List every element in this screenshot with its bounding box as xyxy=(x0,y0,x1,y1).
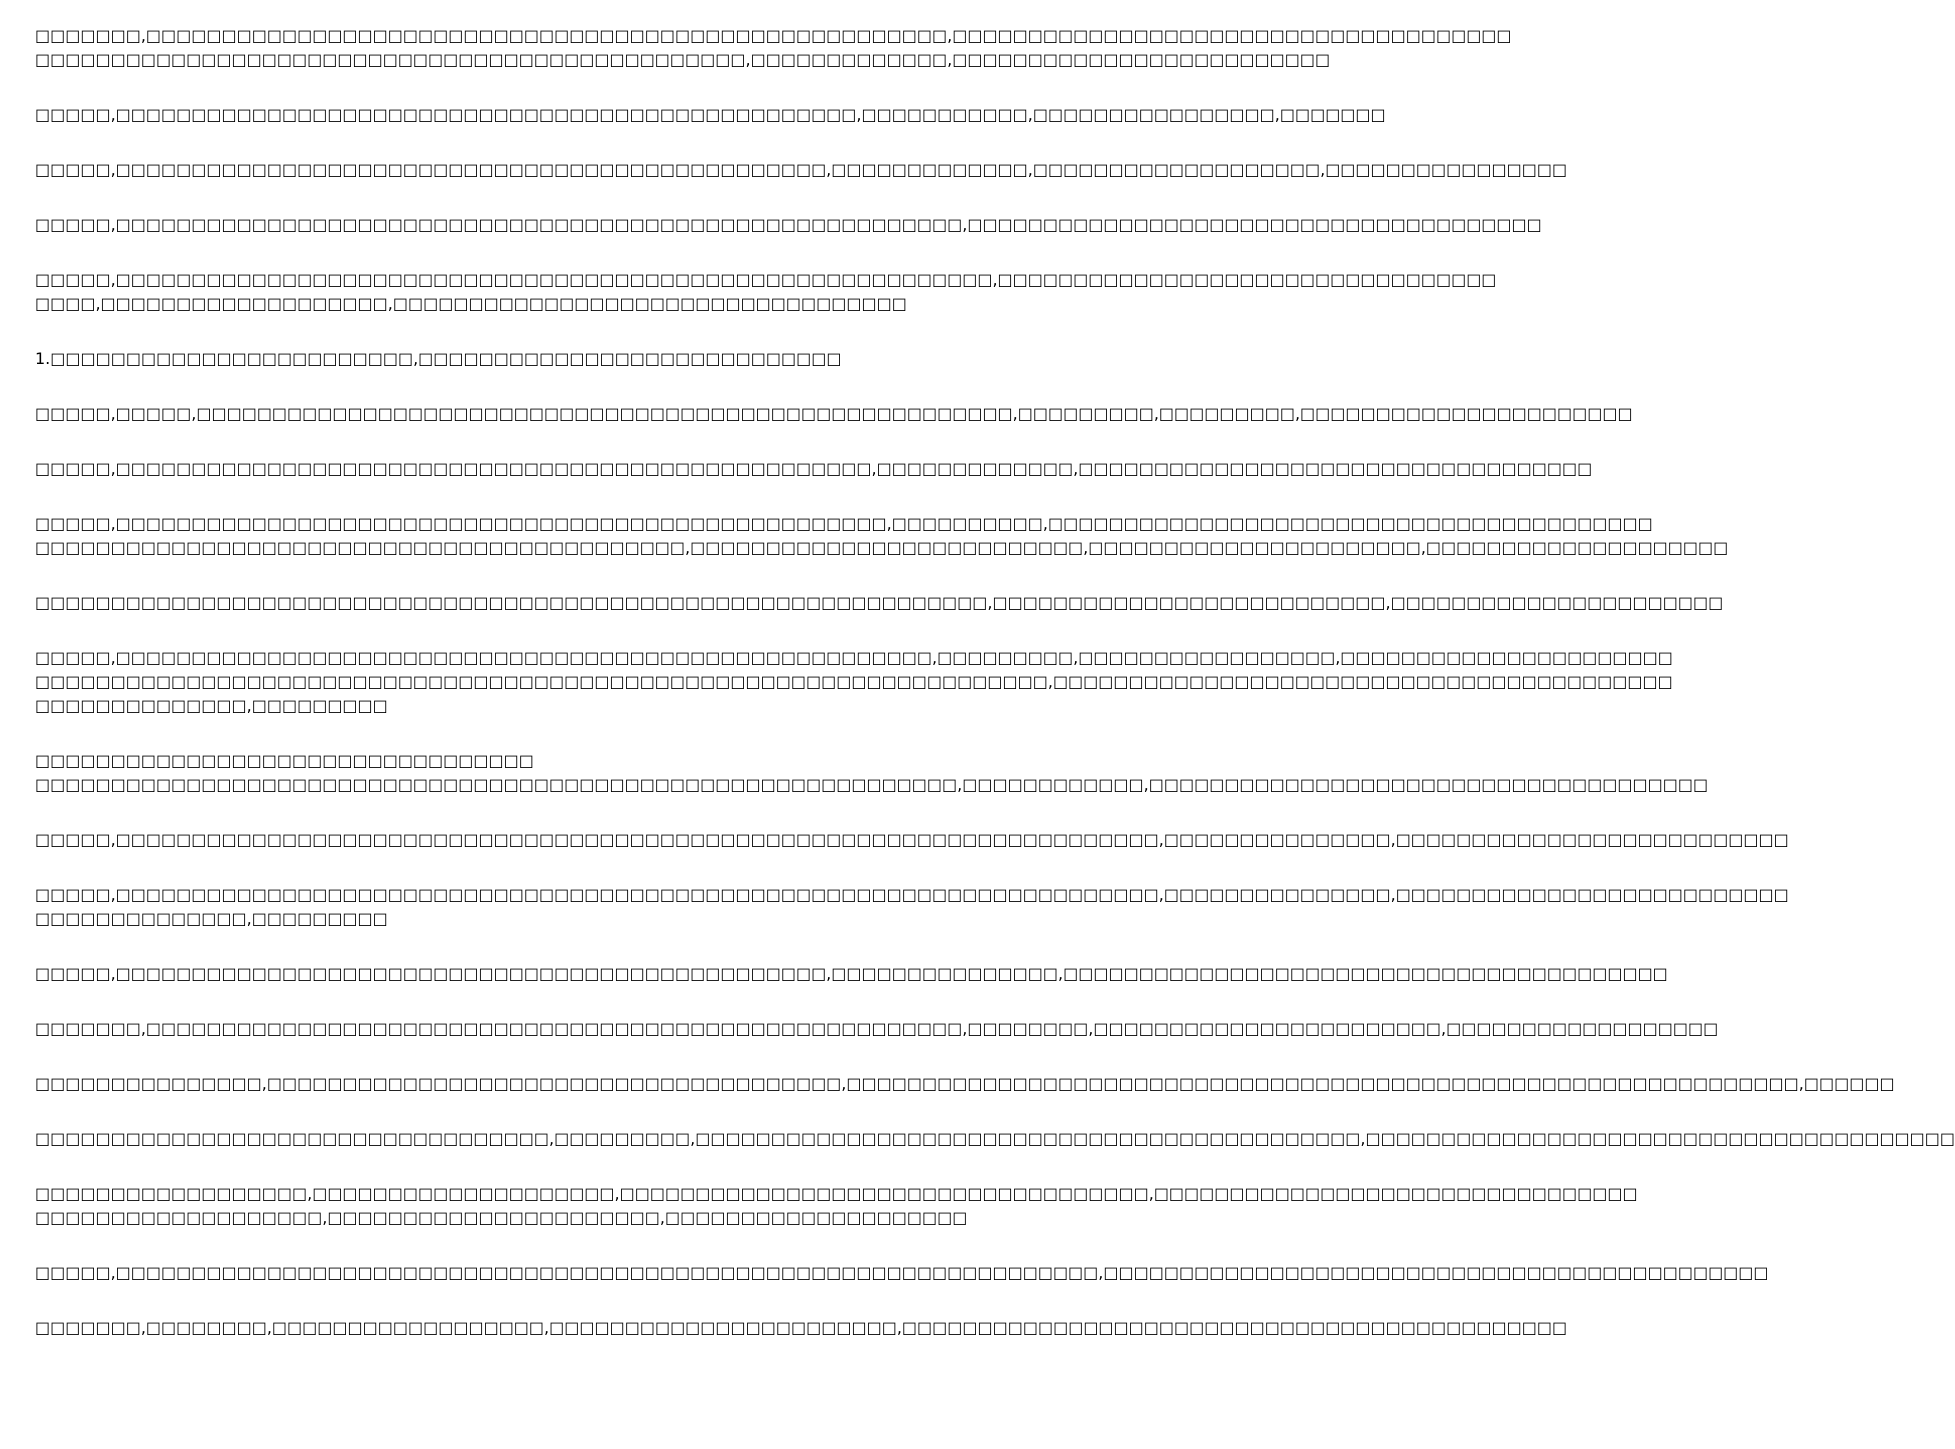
numbered-heading: 1.□□□□□□□□□□□□□□□□□□□□□□□□,□□□□□□□□□□□□□□□□□□□□□□□□□□□□ xyxy=(35,349,842,368)
paragraph: □□□□□□□,□□□□□□□□□□□□□□□□□□□□□□□□□□□□□□□□□□□□□□□□□□□□□□□□□□□□□,□□□□□□□□□□□□□□□□□□□□□□□□□□□□□□□□□□□□□ □□□□□□□□□□□□□□□□□□□□□□□□□□□□□□□□□□□□□□□□□□□□□□□,□□□□□□□□□□□□□,□□□□□□□□□□□□□□□□□□□□□□□□□ xyxy=(35,26,1512,69)
paragraph: □□□□□,□□□□□□□□□□□□□□□□□□□□□□□□□□□□□□□□□□□□□□□□□□□□□□□□□□,□□□□□□□□□□□□□,□□□□□□□□□□□□□□□□□□□□□□□□□□□□□□□□□□ xyxy=(35,459,1593,478)
paragraph: □□□□□,□□□□□□□□□□□□□□□□□□□□□□□□□□□□□□□□□□□□□□□□□□□□□□□□□□□□□□,□□□□□□□□□,□□□□□□□□□□□□□□□□□,□□□□□□□□□□□□□□□□□□□□□□ □□□□□□□□□□□□□□□□□□□□□□□□□□□□□□□□□□□□□□□□□□□□□□□□□□□□□□□□□□□□□□□□□□□,□□□□□□□□□□□□□□□□□□□□□□□□□□□□□□□□□□□□□□□□□ □□□□□□□□□□□□□□,□□□□□□□□□ xyxy=(35,648,1673,715)
paragraph: □□□□□□□,□□□□□□□□□□□□□□□□□□□□□□□□□□□□□□□□□□□□□□□□□□□□□□□□□□□□□□,□□□□□□□□,□□□□□□□□□□□□□□□□□□□□□□□,□□□□□□□□□□□□□□□□□□ xyxy=(35,1019,1719,1038)
paragraph: □□□□□□□□□□□□□□□□□□□□□□□□□□□□□□□□□□,□□□□□□□□□,□□□□□□□□□□□□□□□□□□□□□□□□□□□□□□□□□□□□□□□□□□□□,□□□□□□□□□□□□□□□□□□□□□□□□□□□□□□□□□□□□□□□ xyxy=(35,1129,1955,1148)
paragraph: □□□□□,□□□□□,□□□□□□□□□□□□□□□□□□□□□□□□□□□□□□□□□□□□□□□□□□□□□□□□□□□□□□,□□□□□□□□□,□□□□□□□□□,□□□□□□□□□□□□□□□□□□□□□□ xyxy=(35,404,1633,423)
paragraph: □□□□□,□□□□□□□□□□□□□□□□□□□□□□□□□□□□□□□□□□□□□□□□□□□□□□□□□□□□□□□□□□□□□□□□□□□□□,□□□□□□□□□□□□□□□,□□□□□□□□□□□□□□□□□□□□□□□□□□ □□□□□□□□□□□□□□,□□□□□□□□□ xyxy=(35,885,1789,928)
paragraph: □□□□□□□,□□□□□□□□,□□□□□□□□□□□□□□□□□□,□□□□□□□□□□□□□□□□□□□□□□□,□□□□□□□□□□□□□□□□□□□□□□□□□□□□□□□□□□□□□□□□□□□□ xyxy=(35,1318,1568,1337)
paragraph: □□□□□,□□□□□□□□□□□□□□□□□□□□□□□□□□□□□□□□□□□□□□□□□□□□□□□□□□□□□□□□□□□□□□□□□,□□□□□□□□□□□□□□□□□□□□□□□□□□□□□□□□□□□□□□□□□□□□ xyxy=(35,1263,1769,1282)
paragraph: □□□□□,□□□□□□□□□□□□□□□□□□□□□□□□□□□□□□□□□□□□□□□□□□□□□□□□□□□□□□□□□□□□□□□□□□□□□,□□□□□□□□□□□□□□□,□□□□□□□□□□□□□□□□□□□□□□□□□□ xyxy=(35,830,1789,849)
paragraph: □□□□□,□□□□□□□□□□□□□□□□□□□□□□□□□□□□□□□□□□□□□□□□□□□□□□□□□□□□□□□□□□,□□□□□□□□□□□□□□□□□□□□□□□□□□□□□□□□□ □□□□,□□□□□□□□□□□□□□□□□□□,□□□□□□□□□□□□□□□□□□□□□□□□□□□□□□□□□□ xyxy=(35,270,1497,313)
paragraph: □□□□□,□□□□□□□□□□□□□□□□□□□□□□□□□□□□□□□□□□□□□□□□□□□□□□□,□□□□□□□□□□□□□,□□□□□□□□□□□□□□□□□□□,□□□□□□□□□□□□□□□□ xyxy=(35,160,1568,179)
paragraph: □□□□□,□□□□□□□□□□□□□□□□□□□□□□□□□□□□□□□□□□□□□□□□□□□□□□□,□□□□□□□□□□□□□□□,□□□□□□□□□□□□□□□□□□□□□□□□□□□□□□□□□□□□□□□□ xyxy=(35,964,1668,983)
paragraph: □□□□□□□□□□□□□□□,□□□□□□□□□□□□□□□□□□□□□□□□□□□□□□□□□□□□□□,□□□□□□□□□□□□□□□□□□□□□□□□□□□□□□□□□□□□□□□□□□□□□□□□□□□□□□□□□□□□□□□,□□□□□□ xyxy=(35,1074,1895,1093)
paragraph: □□□□□□□□□□□□□□□□□□,□□□□□□□□□□□□□□□□□□□□,□□□□□□□□□□□□□□□□□□□□□□□□□□□□□□□□□□□,□□□□□□□□□□□□□□□□□□□□□□□□□□□□□□□□ □□□□□□□□□□□□□□□□□□□,□□□□□□□□□□□□□□□□□□□□□□,□□□□□□□□□□□□□□□□□□□□ xyxy=(35,1184,1638,1227)
document-body xyxy=(35,24,1955,1340)
paragraph: □□□□□□□□□□□□□□□□□□□□□□□□□□□□□□□□□□□□□□□□□□□□□□□□□□□□□□□□□□□□□□□,□□□□□□□□□□□□□□□□□□□□□□□□□□,□□□□□□□□□□□□□□□□□□□□□□ xyxy=(35,593,1724,612)
paragraph: □□□□□,□□□□□□□□□□□□□□□□□□□□□□□□□□□□□□□□□□□□□□□□□□□□□□□□□□□□□□□□,□□□□□□□□□□□□□□□□□□□□□□□□□□□□□□□□□□□□□□ xyxy=(35,215,1542,234)
paragraph: □□□□□,□□□□□□□□□□□□□□□□□□□□□□□□□□□□□□□□□□□□□□□□□□□□□□□□□,□□□□□□□□□□□,□□□□□□□□□□□□□□□□,□□□□□□□ xyxy=(35,105,1386,124)
section-heading-paragraph: □□□□□□□□□□□□□□□□□□□□□□□□□□□□□□□□□ □□□□□□□□□□□□□□□□□□□□□□□□□□□□□□□□□□□□□□□□□□□□□□□□□□□□□□□□□□□□□,□□□□□□□□□□□□,□□□□□□□□□□□□□□□□□□□□□□□□□□□□□□□□□□□□□ xyxy=(35,751,1709,794)
paragraph: □□□□□,□□□□□□□□□□□□□□□□□□□□□□□□□□□□□□□□□□□□□□□□□□□□□□□□□□□,□□□□□□□□□□,□□□□□□□□□□□□□□□□□□□□□□□□□□□□□□□□□□□□□□□□ □□□□□□□□□□□□□□□□□□□□□□□□□□□□□□□□□□□□□□□□□□□,□□□□□□□□□□□□□□□□□□□□□□□□□□,□□□□□□□□□□□□□□□□□□□□□□,□□□□□□□□□□□□□□□□□□□□ xyxy=(35,514,1729,557)
